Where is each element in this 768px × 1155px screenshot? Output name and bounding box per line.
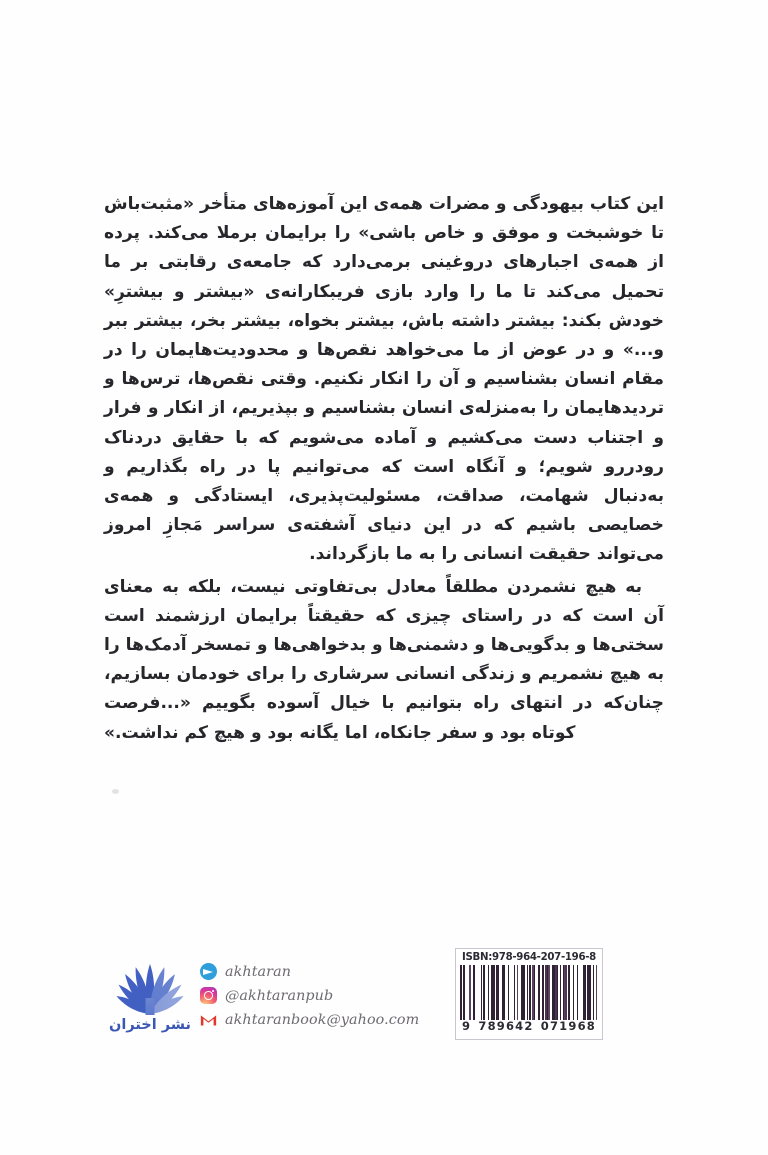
publisher-name: نشر اختران [109,1017,191,1033]
footer [0,940,768,1060]
barcode-digit-group-2: 789642 [478,1019,534,1033]
blurb-paragraph-1: این کتاب بیهودگی و مضرات همه‌ی این آموزه‌های متأخر «مثبت‌باش تا خوشبخت و موفق و خاص باشی» را برایمان برملا می‌کند. پرده از همه‌ی اجبارهای دروغینی برمی‌دارد که جامعه‌ی رقابتی بر ما تحمیل می‌کند تا ما را وارد بازی فریبکارانه‌ی «بیشتر و بیشترِ» خودش بکند: بیشتر داشته باش، بیشتر بخواه، بیشتر بخر، بیشتر ببر و...» و در عوض از ما می‌خواهد نقص‌ها و محدودیت‌هایمان را در مقام انسان بشناسیم و آن را انکار نکنیم. وقتی نقص‌ها، ترس‌ها و تردیدهایمان را به‌منزله‌ی انسان بشناسیم و بپذیریم، از انکار و فرار و اجتناب دست می‌کشیم و آماده می‌شویم که با حقایق دردناک رودررو شویم؛ و آنگاه است که می‌توانیم پا در راه بگذاریم و به‌دنبال شهامت، صداقت، مسئولیت‌پذیری، ایستادگی و همه‌ی خصایصی باشیم که در این دنیای آشفته‌ی سراسر مَجازِ امروز می‌تواند حقیقت انسانی را به ما بازگرداند. [104,194,664,565]
barcode-bars [461,965,597,1020]
palm-fan-logo-icon [109,954,191,1020]
scan-artifact-speck [112,789,119,794]
publisher-block [104,954,196,1033]
barcode-digit-group-1: 9 [462,1019,472,1033]
contact-row-telegram[interactable] [200,960,419,983]
gmail-icon [200,1011,217,1028]
barcode-digit-group-3: 071968 [540,1019,596,1033]
instagram-icon [200,987,217,1004]
isbn-barcode [455,948,603,1040]
publisher-contacts [200,960,419,1032]
back-cover-blurb [104,190,664,748]
instagram-handle: @akhtaranpub [225,987,334,1004]
contact-row-instagram[interactable] [200,984,419,1007]
contact-row-email[interactable] [200,1008,419,1031]
barcode-digits [461,1019,597,1033]
email-address: akhtaranbook@yahoo.com [225,1011,420,1028]
isbn-label: ISBN:978-964-207-196-8 [462,952,596,963]
telegram-handle: akhtaran [225,963,292,980]
telegram-icon [200,963,217,980]
blurb-paragraph-2: به هیچ نشمردن مطلقاً معادل بی‌تفاوتی نیست، بلکه به معنای آن است که در راستای چیزی که حقیقتاً برایمان ارزشمند است سختی‌ها و بدگویی‌ها و دشمنی‌ها و بدخواهی‌ها و تمسخر آدمک‌ها را به هیچ نشمریم و زندگی انسانی سرشاری را برای خودمان بسازیم، چنان‌که در انتهای راه بتوانیم با خیال آسوده بگوییم «...فرصت کوتاه بود و سفر جانکاه، اما یگانه بود و هیچ کم نداشت.» [104,576,664,743]
